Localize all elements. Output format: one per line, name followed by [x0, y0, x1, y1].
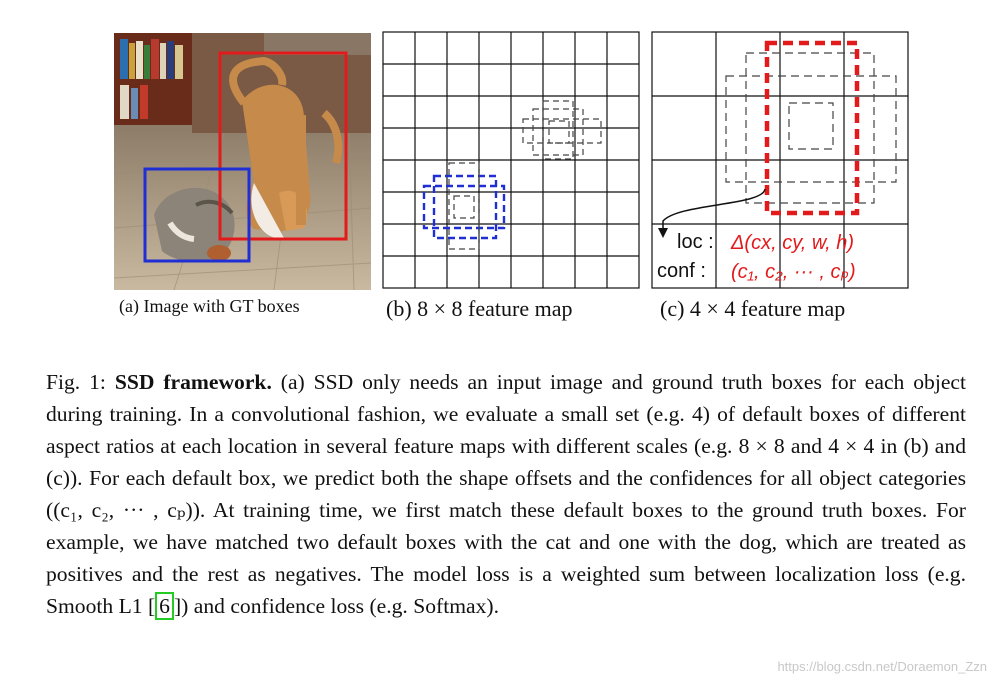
default-boxes-gray — [523, 101, 601, 159]
citation-link[interactable]: 6 — [155, 592, 174, 620]
caption-panel-b: (b) 8 × 8 feature map — [386, 296, 573, 321]
feature-map-8x8 — [382, 31, 640, 289]
caption-panel-a: (a) Image with GT boxes — [119, 296, 300, 316]
loc-label: loc : — [677, 231, 714, 253]
caption-body-end: ]) and confidence loss (e.g. Softmax). — [173, 594, 499, 618]
watermark: https://blog.csdn.net/Doraemon_Zzn — [777, 659, 987, 674]
caption-title: SSD framework. — [114, 370, 272, 394]
caption-body: (a) SSD only needs an input image and ground truth boxes for each object during training. In a convolutional fashion, we evaluate a small set (e.g. 4) of default boxes of different aspect ratios at each location in several feature maps with different scales (e.g. 8 × 8 and 4 × 4 in (b) and (c)). For each default box, we predict both the shape offsets and the confidences for all object categories ((c₁, c₂, ··· , cₚ)). At training time, we first match these default boxes to the ground truth boxes. For example, we have matched two default boxes with the cat and one with the dog, which are treated as positives and the rest as negatives. The model loss is a weighted sum between localization loss (e.g. Smooth L1 [ — [46, 370, 967, 618]
figure-caption — [46, 366, 966, 622]
caption-panel-c: (c) 4 × 4 feature map — [660, 296, 846, 321]
loc-expression: Δ(cx, cy, w, h) — [731, 232, 855, 254]
conf-expression: (c₁, c₂, ··· , cₚ) — [731, 261, 856, 283]
figure-label: Fig. 1: — [46, 370, 106, 394]
arrow — [663, 189, 765, 229]
default-boxes-gray — [726, 53, 896, 203]
default-boxes-blue — [424, 176, 504, 238]
photo-panel-a — [114, 33, 371, 290]
feature-map-4x4 — [651, 31, 909, 289]
conf-label: conf : — [657, 260, 706, 282]
